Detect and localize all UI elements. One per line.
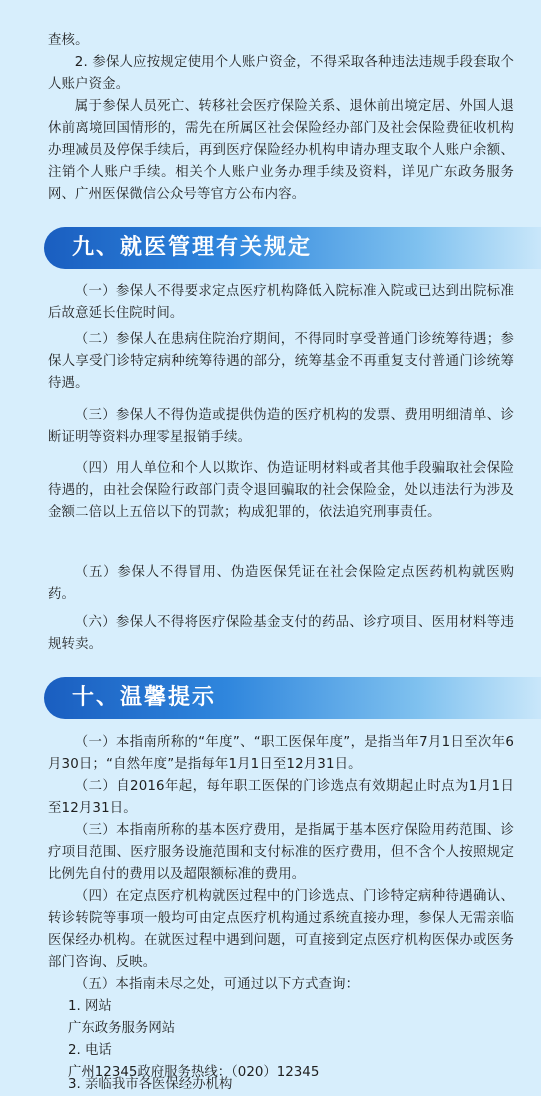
section-title: 十、温馨提示 xyxy=(72,685,217,710)
tip-item-4: （四）在定点医疗机构就医过程中的门诊选点、门诊特定病种待遇确认、转诊转院等事项一般均可由定点医疗机构通过系统直接办理，参保人无需亲临医保经办机构。在就医过程中遇到问题，可直接到定点医疗机构医保办或医务部门咨询、反映。 xyxy=(48,889,514,970)
tip-item-5: （五）本指南未尽之处，可通过以下方式查询： xyxy=(74,977,360,992)
tip-item-3: （三）本指南所称的基本医疗费用，是指属于基本医疗保险用药范围、诊疗项目范围、医疗服务设施范围和支付标准的医疗费用，但不含个人按照规定比例先自付的费用以及超限额标准的费用。 xyxy=(48,823,514,882)
paragraph-audit-tail: 查核。 xyxy=(48,33,89,48)
section-header-medical-rules xyxy=(44,227,541,269)
rule-item-5: （五）参保人不得冒用、伪造医保凭证在社会保险定点医药机构就医购药。 xyxy=(48,565,514,602)
rule-item-4: （四）用人单位和个人以欺诈、伪造证明材料或者其他手段骗取社会保险待遇的，由社会保险行政部门责令退回骗取的社会保险金，处以违法行为涉及金额二倍以上五倍以下的罚款；构成犯罪的，依法追究刑事责任。 xyxy=(48,461,514,520)
query-way-2-detail: 广州12345政府服务热线：（020）12345 xyxy=(68,1065,320,1080)
query-way-1-detail: 广东政务服务网站 xyxy=(68,1021,176,1036)
rule-item-1: （一）参保人不得要求定点医疗机构降低入院标准入院或已达到出院标准后故意延长住院时间。 xyxy=(48,284,514,321)
section-header-tips xyxy=(44,677,541,719)
rule-item-2: （二）参保人在患病住院治疗期间，不得同时享受普通门诊统筹待遇；参保人享受门诊特定病种统筹待遇的部分，统筹基金不再重复支付普通门诊统筹待遇。 xyxy=(48,332,514,391)
section-title: 九、就医管理有关规定 xyxy=(72,235,313,260)
query-way-1-title: 1. 网站 xyxy=(68,999,112,1014)
tip-item-1: （一）本指南所称的“年度”、“职工医保年度”，是指当年7月1日至次年6月30日；“自然年度”是指每年1月1日至12月31日。 xyxy=(48,735,514,772)
query-way-2-title: 2. 电话 xyxy=(68,1043,112,1058)
query-way-3-title: 3. 亲临我市各医保经办机构 xyxy=(68,1077,233,1092)
paragraph-personal-account-withdrawal: 属于参保人员死亡、转移社会医疗保险关系、退休前出境定居、外国人退休前离境回国情形的，需先在所属区社会保险经办部门及社会保险费征收机构办理减员及停保手续后，再到医疗保险经办机构申请办理支取个人账户余额、注销个人账户手续。相关个人账户业务办理手续及资料，详见广东政务服务网、广州医保微信公众号等官方公布内容。 xyxy=(48,99,514,202)
tip-item-2: （二）自2016年起，每年职工医保的门诊选点有效期起止时点为1月1日至12月31日。 xyxy=(48,779,514,816)
rule-item-3: （三）参保人不得伪造或提供伪造的医疗机构的发票、费用明细清单、诊断证明等资料办理零星报销手续。 xyxy=(48,408,514,445)
rule-item-6: （六）参保人不得将医疗保险基金支付的药品、诊疗项目、医用材料等违规转卖。 xyxy=(48,615,514,652)
paragraph-personal-account-use: 2. 参保人应按规定使用个人账户资金，不得采取各种违法违规手段套取个人账户资金。 xyxy=(48,55,514,92)
